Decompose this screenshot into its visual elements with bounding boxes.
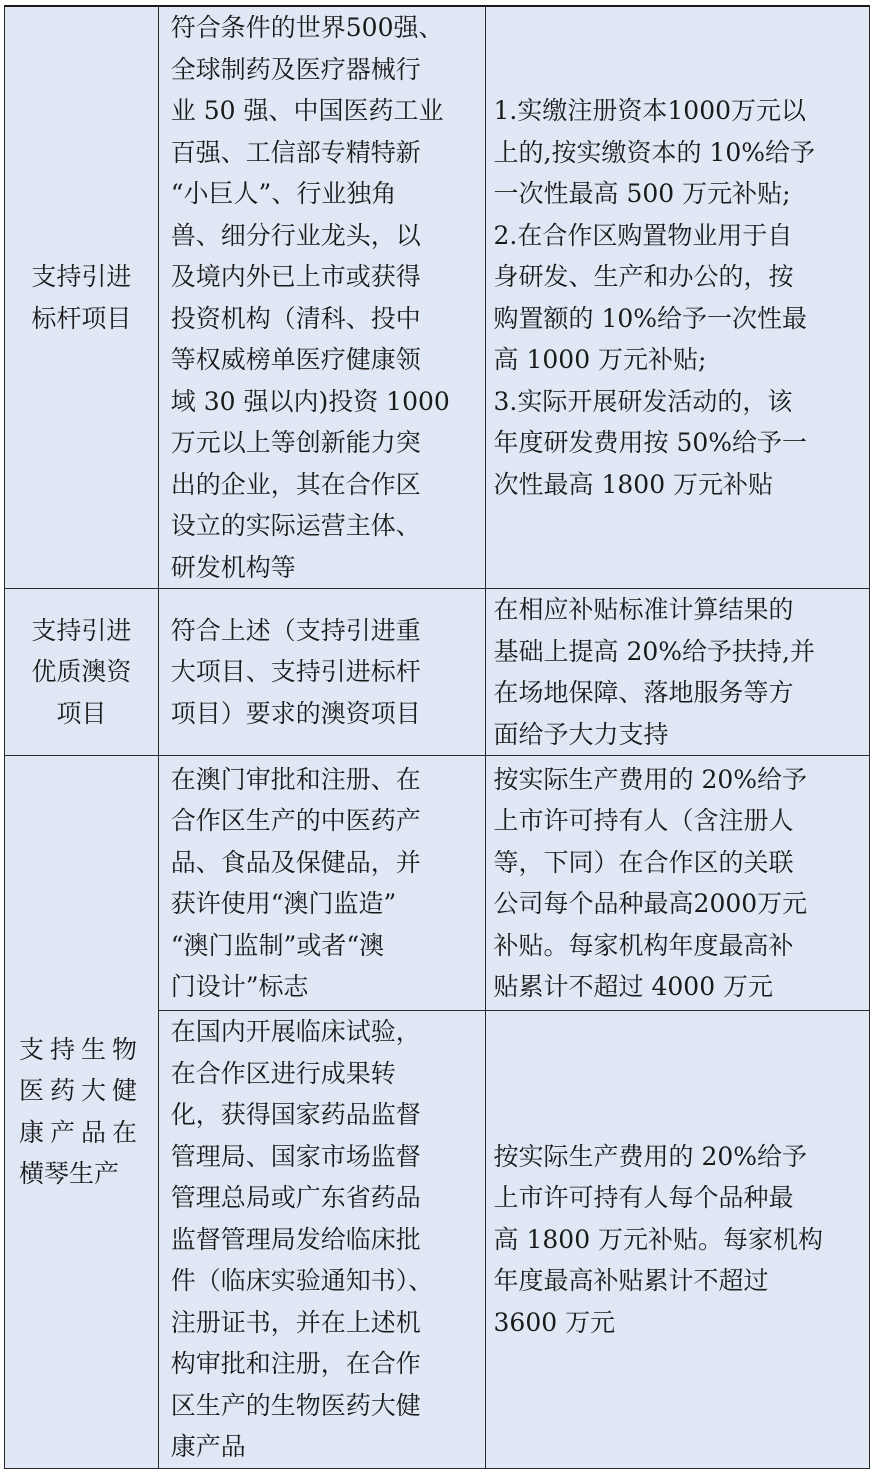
- condition-line: 康产品: [170, 1432, 246, 1461]
- policy-name-line: 支持引进: [31, 615, 132, 645]
- condition-cell: [158, 589, 485, 756]
- condition-line: 及境内外已上市或获得: [170, 262, 421, 291]
- condition-line: “小巨人”、行业独角: [170, 179, 397, 208]
- policy-name-line: 支持生物: [19, 1034, 144, 1064]
- policy-name-line: 支持引进: [31, 262, 132, 291]
- condition-line: 符合上述（支持引进重: [170, 615, 421, 645]
- condition-line: 品、食品及保健品，并: [170, 847, 421, 877]
- subsidy-line: 基础上提高 20%给予扶持,并: [493, 636, 815, 666]
- subsidy-cell: [485, 6, 869, 589]
- subsidy-line: 面给予大力支持: [493, 719, 669, 749]
- condition-line: “澳门监制”或者“澳: [170, 930, 385, 960]
- condition-line: 管理局、国家市场监督: [170, 1141, 421, 1171]
- subsidy-line: 按实际生产费用的 20%给予: [493, 1141, 808, 1171]
- condition-cell: [158, 756, 485, 1011]
- policy-name-line: 项目: [56, 698, 107, 728]
- condition-line: 投资机构（清科、投中: [170, 303, 421, 333]
- table-row: [5, 589, 870, 756]
- subsidy-line: 在场地保障、落地服务等方: [493, 678, 794, 707]
- condition-line: 区生产的生物医药大健: [170, 1390, 421, 1420]
- subsidy-cell: [485, 1011, 869, 1469]
- subsidy-line: 1.实缴注册资本1000万元以: [493, 96, 807, 125]
- subsidy-line: 贴累计不超过 4000 万元: [493, 972, 774, 1001]
- condition-line: 件（临床实验通知书）、: [170, 1266, 434, 1295]
- condition-line: 门设计”标志: [170, 972, 309, 1001]
- subsidy-line: 3.实际开展研发活动的，该: [493, 386, 793, 416]
- table-row: [5, 756, 870, 1011]
- condition-line: 百强、工信部专精特新: [170, 137, 421, 167]
- subsidy-line: 在相应补贴标准计算结果的: [493, 595, 794, 624]
- subsidy-line: 上市许可持有人每个品种最: [493, 1183, 794, 1212]
- condition-line: 业 50 强、中国医药工业: [170, 96, 444, 125]
- condition-line: 域 30 强以内)投资 1000: [170, 386, 450, 416]
- subsidy-line: 高 1800 万元补贴。每家机构: [493, 1224, 824, 1254]
- condition-line: 兽、细分行业龙头，以: [170, 220, 421, 250]
- condition-line: 注册证书，并在上述机: [170, 1307, 421, 1337]
- subsidy-line: 按实际生产费用的 20%给予: [493, 764, 808, 794]
- condition-line: 监督管理局发给临床批: [170, 1224, 421, 1254]
- subsidy-line: 3600 万元: [493, 1307, 616, 1337]
- subsidy-line: 身研发、生产和办公的，按: [493, 262, 794, 291]
- policy-name-cell: [5, 589, 159, 756]
- policy-name-line: 横琴生产: [19, 1159, 120, 1189]
- condition-line: 管理总局或广东省药品: [170, 1183, 421, 1212]
- subsidy-line: 次性最高 1800 万元补贴: [493, 469, 774, 499]
- policy-name-line: 标杆项目: [31, 303, 132, 333]
- condition-line: 在澳门审批和注册、在: [170, 764, 421, 794]
- subsidy-line: 高 1000 万元补贴;: [493, 345, 707, 374]
- subsidy-cell: [485, 589, 869, 756]
- condition-line: 项目）要求的澳资项目: [170, 698, 421, 728]
- subsidy-line: 补贴。每家机构年度最高补: [493, 930, 794, 960]
- subsidy-line: 上市许可持有人（含注册人: [493, 806, 794, 835]
- policy-name-cell: [5, 756, 159, 1469]
- condition-line: 在国内开展临床试验，: [170, 1017, 421, 1046]
- condition-line: 全球制药及医疗器械行: [170, 54, 421, 84]
- subsidy-line: 等，下同）在合作区的关联: [493, 847, 794, 877]
- condition-line: 万元以上等创新能力突: [170, 428, 421, 457]
- subsidy-line: 购置额的 10%给予一次性最: [493, 303, 808, 333]
- condition-cell: [158, 1011, 485, 1469]
- policy-name-cell: [5, 6, 159, 589]
- condition-line: 构审批和注册，在合作: [170, 1349, 421, 1378]
- subsidy-cell: [485, 756, 869, 1011]
- condition-line: 获许使用“澳门监造”: [170, 889, 397, 918]
- condition-cell: [158, 6, 485, 589]
- policy-name-line: 康产品在: [19, 1117, 144, 1147]
- subsidy-line: 公司每个品种最高2000万元: [493, 889, 808, 918]
- subsidy-policy-table: [4, 5, 870, 1469]
- condition-line: 在合作区进行成果转: [170, 1058, 396, 1088]
- condition-line: 设立的实际运营主体、: [170, 511, 421, 540]
- condition-line: 化，获得国家药品监督: [170, 1100, 421, 1129]
- policy-name-line: 优质澳资: [31, 657, 132, 687]
- condition-line: 出的企业，其在合作区: [170, 469, 421, 499]
- condition-line: 符合条件的世界500强、: [170, 13, 444, 42]
- subsidy-line: 一次性最高 500 万元补贴;: [493, 179, 791, 208]
- policy-name-line: 医药大健: [19, 1076, 144, 1106]
- subsidy-line: 2.在合作区购置物业用于自: [493, 220, 793, 250]
- subsidy-line: 上的,按实缴资本的 10%给予: [493, 137, 815, 167]
- condition-line: 合作区生产的中医药产: [170, 806, 421, 835]
- table-row: [5, 6, 870, 589]
- subsidy-line: 年度最高补贴累计不超过: [493, 1266, 769, 1295]
- subsidy-line: 年度研发费用按 50%给予一: [493, 428, 808, 457]
- condition-line: 大项目、支持引进标杆: [170, 657, 421, 687]
- condition-line: 等权威榜单医疗健康领: [170, 345, 421, 374]
- condition-line: 研发机构等: [170, 552, 296, 582]
